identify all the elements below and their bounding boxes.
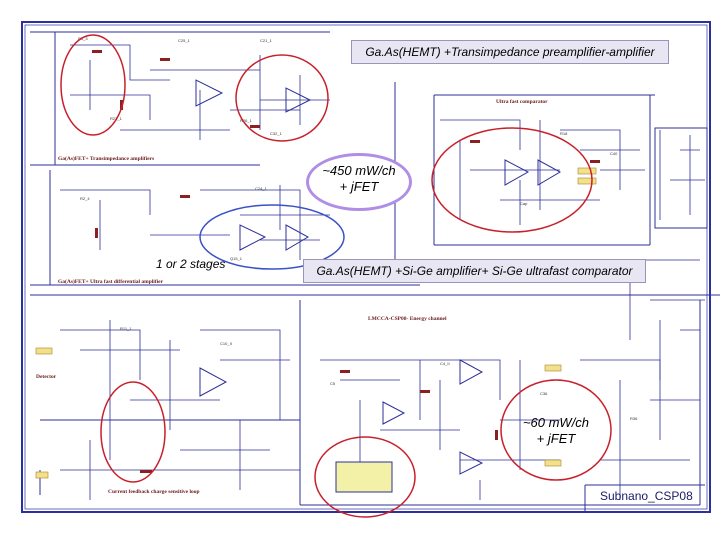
label-block2: Ga(As)FET+ Ultra fast differential amplifier	[58, 279, 164, 285]
svg-text:C25_1: C25_1	[178, 38, 190, 43]
svg-text:R11_1: R11_1	[120, 326, 132, 331]
svg-text:C24_1: C24_1	[255, 186, 267, 191]
ellipse-feedback	[101, 382, 165, 482]
svg-text:R36: R36	[630, 416, 638, 421]
svg-text:Q15_1: Q15_1	[230, 256, 243, 261]
stages-callout: 1 or 2 stages	[156, 257, 226, 271]
label-feedback: Current feedback charge sensitive loop	[108, 489, 200, 495]
svg-text:C40: C40	[610, 151, 618, 156]
power-bottom-line1: ~60 mW/ch	[522, 415, 590, 430]
svg-text:R2_4: R2_4	[80, 196, 90, 201]
svg-text:R1_3: R1_3	[78, 36, 88, 41]
component-labels	[78, 36, 638, 421]
label-energy: LMCCA-CSP08- Energy channel	[368, 316, 447, 322]
power-top-line1: ~450 mW/ch	[322, 163, 396, 178]
svg-text:C10_II: C10_II	[220, 341, 232, 346]
svg-text:C36: C36	[540, 391, 548, 396]
bottom-title-callout: Ga.As(HEMT) +Si-Ge amplifier+ Si-Ge ultrafast comparator	[303, 259, 646, 283]
svg-text:R26_1: R26_1	[240, 118, 252, 123]
ellipse-comparator	[432, 128, 592, 232]
stamp-label: Subnano_CSP08	[600, 489, 693, 503]
power-bottom-line2: + jFET	[536, 431, 576, 446]
svg-text:C4_II: C4_II	[440, 361, 450, 366]
power-bottom-callout	[506, 415, 606, 447]
power-top-line2: + jFET	[339, 179, 379, 194]
svg-text:R18: R18	[560, 131, 568, 136]
svg-text:Cap: Cap	[520, 201, 528, 206]
svg-text:R23_1: R23_1	[110, 116, 122, 121]
svg-text:C32_1: C32_1	[270, 131, 282, 136]
power-top-callout	[306, 163, 412, 195]
top-title-callout: Ga.As(HEMT) +Transimpedance preamplifier-amplifier	[351, 40, 669, 64]
svg-text:C21_1: C21_1	[260, 38, 272, 43]
label-comparator: Ultra fast comparator	[496, 99, 548, 105]
ellipse-preamp	[236, 55, 328, 141]
label-block1: Ga(As)FET+ Transimpedance amplifiers	[58, 156, 155, 162]
label-detector: Detector	[36, 374, 57, 380]
svg-text:C5: C5	[330, 381, 336, 386]
chip-highlight	[336, 462, 392, 492]
